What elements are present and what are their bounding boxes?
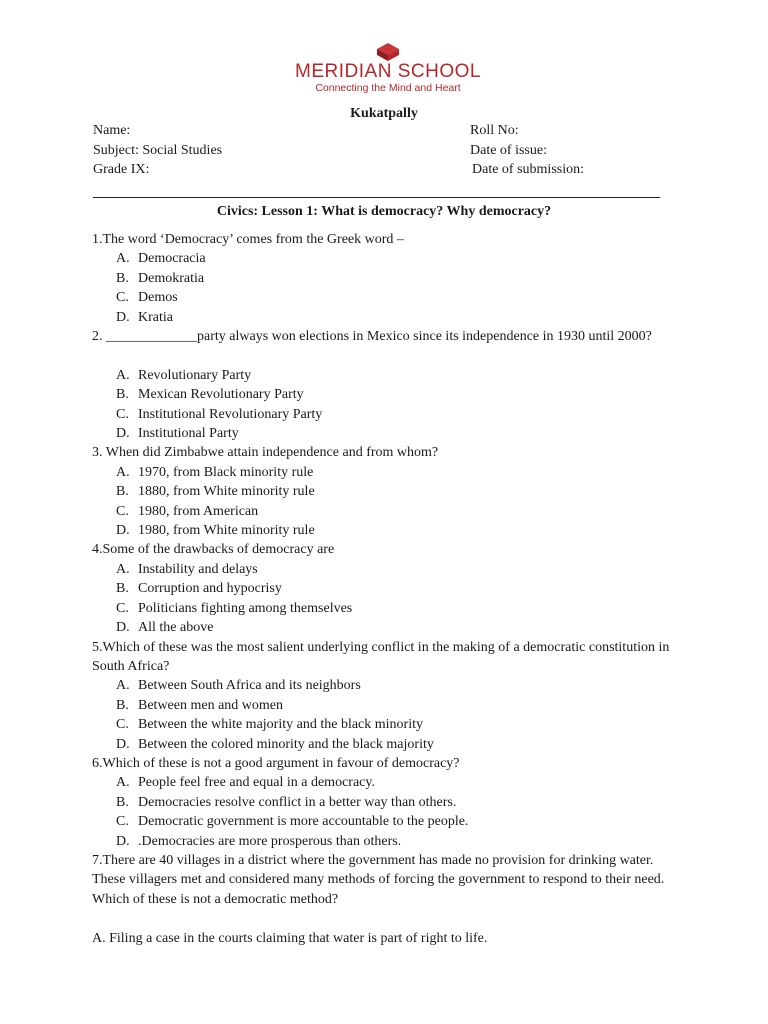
option-item: B. Demokratia bbox=[116, 270, 205, 286]
school-name: MERIDIAN SCHOOL bbox=[295, 61, 481, 82]
name-label: Name: bbox=[93, 123, 131, 138]
question-1-options bbox=[92, 249, 677, 327]
option-item: B. Corruption and hypocrisy bbox=[116, 581, 282, 597]
option-item: A. People feel free and equal in a democracy. bbox=[116, 775, 375, 791]
option-item: A. Between South Africa and its neighbors bbox=[116, 678, 361, 694]
option-item: A. 1970, from Black minority rule bbox=[116, 464, 314, 480]
question-3-options bbox=[92, 463, 677, 541]
question-7: 7.There are 40 villages in a district where the government has made no provision for drinking water. These villagers met and considered many methods of forcing the government to respond to their need. Which of these is not a democratic method? bbox=[92, 852, 665, 907]
question-2: 2. _____________party always won elections in Mexico since its independence in 1930 until 2000? bbox=[92, 329, 652, 345]
question-list bbox=[92, 230, 677, 948]
option-item: D. Institutional Party bbox=[116, 426, 239, 442]
option-item: B. 1880, from White minority rule bbox=[116, 484, 315, 500]
spacer bbox=[92, 909, 677, 928]
option-item: D. Kratia bbox=[116, 309, 173, 325]
question-3: 3. When did Zimbabwe attain independence and from whom? bbox=[92, 445, 439, 461]
question-7-option-a: A. Filing a case in the courts claiming that water is part of right to life. bbox=[92, 930, 488, 946]
school-tagline: Connecting the Mind and Heart bbox=[315, 82, 461, 94]
option-item: C. Politicians fighting among themselves bbox=[116, 600, 353, 616]
campus-name: Kukatpally bbox=[350, 106, 418, 121]
question-5: 5.Which of these was the most salient underlying conflict in the making of a democratic constitution in South Africa? bbox=[92, 639, 670, 674]
meridian-logo-icon bbox=[375, 42, 401, 62]
option-item: C. Between the white majority and the black minority bbox=[116, 717, 423, 733]
header-divider bbox=[93, 197, 660, 198]
question-4: 4.Some of the drawbacks of democracy are bbox=[92, 542, 335, 558]
option-item: C. Democratic government is more accountable to the people. bbox=[116, 814, 469, 830]
option-item: A. Instability and delays bbox=[116, 561, 258, 577]
question-6: 6.Which of these is not a good argument in favour of democracy? bbox=[92, 755, 460, 771]
school-logo bbox=[276, 42, 500, 100]
lesson-title: Civics: Lesson 1: What is democracy? Why democracy? bbox=[216, 204, 552, 219]
grade-label: Grade IX: bbox=[93, 162, 150, 177]
option-item: A. Revolutionary Party bbox=[116, 367, 252, 383]
option-item: C. Institutional Revolutionary Party bbox=[116, 406, 323, 422]
roll-no-label: Roll No: bbox=[470, 123, 519, 138]
option-item: A. Democracia bbox=[116, 251, 206, 267]
question-1: 1.The word ‘Democracy’ comes from the Greek word – bbox=[92, 232, 404, 247]
option-item: D. 1980, from White minority rule bbox=[116, 523, 315, 539]
option-item: D. All the above bbox=[116, 620, 214, 636]
date-of-submission-label: Date of submission: bbox=[472, 162, 584, 177]
option-item: C. 1980, from American bbox=[116, 503, 259, 519]
spacer bbox=[92, 346, 677, 365]
question-2-options bbox=[92, 366, 677, 444]
option-item: C. Demos bbox=[116, 290, 178, 306]
option-item: B. Democracies resolve conflict in a better way than others. bbox=[116, 794, 457, 810]
option-item: D. .Democracies are more prosperous than others. bbox=[116, 833, 402, 849]
subject-label: Subject: Social Studies bbox=[93, 143, 223, 158]
question-5-options bbox=[92, 676, 677, 754]
option-item: B. Between men and women bbox=[116, 697, 284, 713]
date-of-issue-label: Date of issue: bbox=[470, 143, 547, 158]
option-item: B. Mexican Revolutionary Party bbox=[116, 387, 304, 403]
question-4-options bbox=[92, 560, 677, 638]
option-item: D. Between the colored minority and the black majority bbox=[116, 736, 434, 752]
question-6-options bbox=[92, 773, 677, 851]
